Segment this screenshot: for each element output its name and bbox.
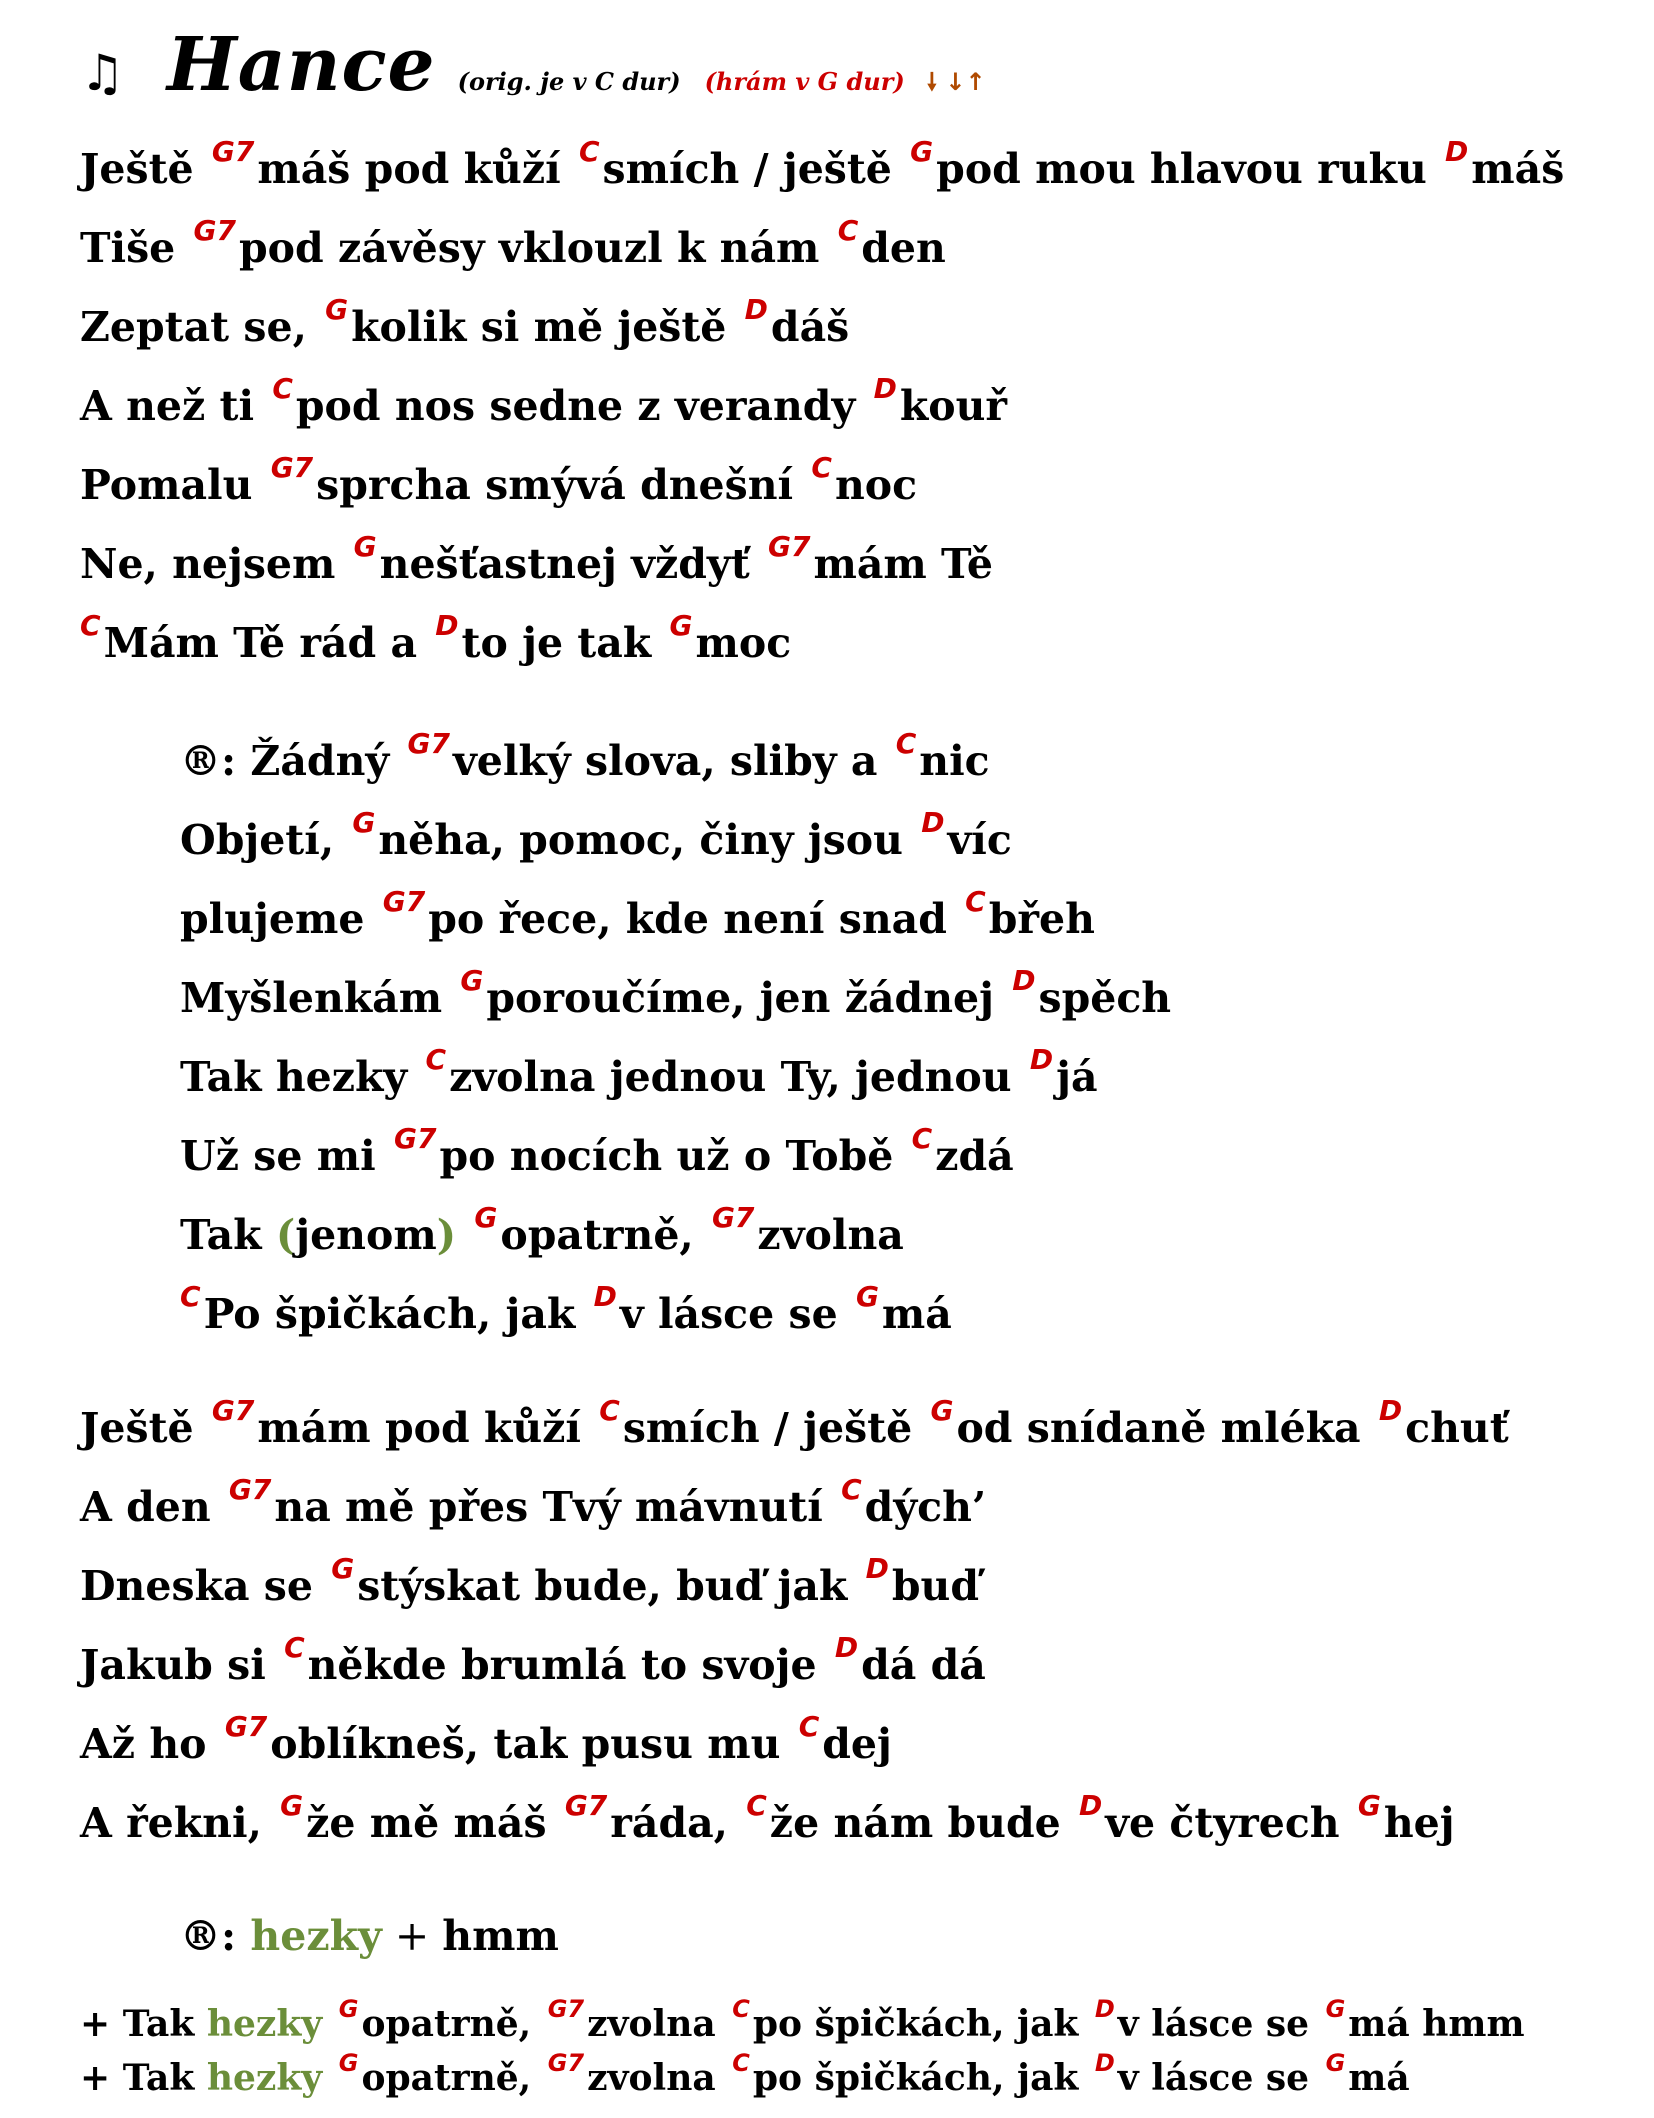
lyric: ráda,: [610, 1799, 743, 1847]
verse2-line5: [80, 1710, 892, 1768]
lyric: po špičkách, jak: [752, 2003, 1091, 2045]
lyric: sprcha smývá dnešní: [316, 461, 808, 509]
lyric: ®:: [180, 1912, 251, 1960]
chord: G: [855, 1280, 879, 1313]
lyric: máš: [1471, 145, 1565, 193]
lyric: Jakub si: [80, 1641, 281, 1689]
lyric: mám Tě: [813, 540, 993, 588]
lyric: zvolna: [587, 2003, 729, 2045]
chord: G7: [407, 727, 450, 760]
chorus-line7: [180, 1201, 904, 1259]
lyric: má: [1348, 2057, 1410, 2099]
lyric: den: [861, 224, 946, 272]
lyric: Zeptat se,: [80, 303, 322, 351]
lyric: pod mou hlavou ruku: [936, 145, 1442, 193]
verse2-line6: [80, 1789, 1455, 1847]
chord: G7: [767, 530, 811, 563]
lyric: dej: [822, 1720, 892, 1768]
lyric: Objetí,: [180, 816, 349, 864]
lyric: opatrně,: [361, 2003, 544, 2045]
chord: D: [921, 806, 945, 839]
lyric: Až ho: [80, 1720, 221, 1768]
chord: G7: [711, 1201, 755, 1234]
lyric: [322, 2057, 335, 2099]
chord: D: [1029, 1043, 1054, 1076]
lyric: plujeme: [180, 895, 379, 943]
verse2-line2: [80, 1473, 987, 1531]
lyric: ®: Žádný: [180, 737, 404, 785]
lyric: Tak hezky: [180, 1053, 422, 1101]
lyric: spěch: [1038, 974, 1172, 1022]
chorus-reference: [180, 1912, 559, 1960]
chord: G: [1325, 2049, 1346, 2077]
chord: D: [1012, 964, 1036, 997]
chord: C: [895, 727, 917, 760]
lyric: Myšlenkám: [180, 974, 457, 1022]
plus-sign: +: [381, 1912, 443, 1960]
verse1-line2: [80, 214, 946, 272]
chord: G7: [564, 1789, 608, 1822]
chord: D: [744, 293, 768, 326]
lyric: kouř: [899, 382, 1007, 430]
chord: G: [353, 530, 377, 563]
chord: D: [1378, 1394, 1403, 1427]
chord: G7: [382, 885, 426, 918]
chord: G7: [211, 135, 255, 168]
lyric: nic: [919, 737, 990, 785]
lyric: dých’: [864, 1483, 987, 1531]
chord: G: [338, 1995, 359, 2023]
lyric: Dneska se: [80, 1562, 328, 1610]
lyric: ve čtyrech: [1105, 1799, 1354, 1847]
chorus-line5: [180, 1043, 1098, 1101]
chord: G: [280, 1789, 304, 1822]
lyric: + Tak: [80, 2057, 207, 2099]
lyric: [322, 2003, 335, 2045]
lyric: máš pod kůží: [257, 145, 575, 193]
lyric: břeh: [988, 895, 1095, 943]
lyric: Ne, nejsem: [80, 540, 350, 588]
original-key: (orig. je v C dur): [457, 67, 681, 96]
chord: G: [669, 609, 693, 642]
lyric: víc: [947, 816, 1012, 864]
lyric: v lásce se: [1117, 2003, 1322, 2045]
chord: G7: [228, 1473, 272, 1506]
chord: G: [1357, 1789, 1381, 1822]
lyric: Pomalu: [80, 461, 267, 509]
chord: G7: [193, 214, 236, 247]
lyric: + Tak: [80, 2003, 207, 2045]
lyric: buď: [891, 1562, 980, 1610]
chord: G: [930, 1394, 954, 1427]
lyric: já: [1056, 1053, 1098, 1101]
lyric: nešťastnej vždyť: [379, 540, 764, 588]
chord: G: [338, 2049, 359, 2077]
lyric: zvolna jednou Ty, jednou: [449, 1053, 1026, 1101]
chorus-line3: [180, 885, 1095, 943]
chord: C: [732, 2049, 750, 2077]
lyric: Ještě: [80, 145, 208, 193]
chord: D: [593, 1280, 617, 1313]
lyric: Mám Tě rád a: [103, 619, 432, 667]
chorus-line6: [180, 1122, 1014, 1180]
chorus-line2: [180, 806, 1012, 864]
chord: C: [841, 1473, 862, 1506]
lyric: to je tak: [461, 619, 666, 667]
chord: D: [1094, 1995, 1115, 2023]
lyric: [456, 1211, 470, 1259]
lyric: zdá: [935, 1132, 1014, 1180]
lyric: po nocích už o Tobě: [439, 1132, 908, 1180]
lyric: Tiše: [80, 224, 190, 272]
lyric: po špičkách, jak: [752, 2057, 1091, 2099]
lyric: zvolna: [757, 1211, 904, 1259]
ending-line1: [80, 1995, 1525, 2045]
strum-arrows-icon: 🠗 ↓↑: [926, 68, 986, 96]
verse2-line1: [80, 1394, 1509, 1452]
lyric: jenom: [295, 1211, 437, 1259]
lyric: smích / ještě: [622, 1404, 927, 1452]
lyric: v lásce se: [619, 1290, 852, 1338]
chord: G: [352, 806, 376, 839]
lyric: opatrně,: [361, 2057, 544, 2099]
lyric: dá dá: [861, 1641, 986, 1689]
lyric: má: [881, 1290, 952, 1338]
chord: D: [1094, 2049, 1115, 2077]
music-note-icon: ♫: [80, 44, 125, 102]
chord: G7: [224, 1710, 268, 1743]
chord: G: [910, 135, 934, 168]
lyric: po řece, kde není snad: [428, 895, 962, 943]
chord: C: [425, 1043, 447, 1076]
lyric: smích / ještě: [602, 145, 907, 193]
chord: C: [811, 451, 832, 484]
chord: G: [460, 964, 484, 997]
chord: D: [873, 372, 897, 405]
highlight-word: hezky: [206, 2057, 323, 2099]
chord: D: [1078, 1789, 1103, 1822]
lyric: hej: [1383, 1799, 1455, 1847]
chord: D: [435, 609, 459, 642]
lyric: A den: [80, 1483, 225, 1531]
verse1-line1: [80, 135, 1565, 193]
chord: G7: [270, 451, 314, 484]
verse2-line3: [80, 1552, 980, 1610]
lyric: v lásce se: [1117, 2057, 1322, 2099]
chord: C: [578, 135, 600, 168]
lyric: má hmm: [1348, 2003, 1525, 2045]
chord: C: [746, 1789, 767, 1822]
chord: D: [865, 1552, 889, 1585]
paren-close: ): [436, 1211, 457, 1259]
lyric: stýskat bude, buď jak: [357, 1562, 862, 1610]
lyric: něha, pomoc, činy jsou: [378, 816, 918, 864]
lyric: Tak: [180, 1211, 276, 1259]
lyric: poroučíme, jen žádnej: [486, 974, 1009, 1022]
lyric: A než ti: [80, 382, 269, 430]
verse1-line3: [80, 293, 850, 351]
lyric: od snídaně mléka: [956, 1404, 1375, 1452]
lyric: zvolna: [587, 2057, 729, 2099]
chord: G: [1325, 1995, 1346, 2023]
lyric: velký slova, sliby a: [452, 737, 892, 785]
chord: G7: [211, 1394, 255, 1427]
lyric: někde brumlá to svoje: [307, 1641, 831, 1689]
chord: G: [331, 1552, 355, 1585]
verse2-line4: [80, 1631, 986, 1689]
chord: C: [272, 372, 293, 405]
lyric: že mě máš: [306, 1799, 561, 1847]
verse1-line4: [80, 372, 1007, 430]
header: [80, 22, 986, 108]
lyric: kolik si mě ještě: [351, 303, 741, 351]
lyric: že nám bude: [769, 1799, 1075, 1847]
chord: G: [325, 293, 349, 326]
highlight-word: hezky: [250, 1912, 382, 1960]
lyric: mám pod kůží: [257, 1404, 596, 1452]
lyric: opatrně,: [500, 1211, 708, 1259]
lyric: Ještě: [80, 1404, 208, 1452]
lyric: chuť: [1405, 1404, 1509, 1452]
chord: G7: [547, 1995, 585, 2023]
lyric: pod závěsy vklouzl k nám: [239, 224, 834, 272]
chord: C: [80, 609, 101, 642]
chord: C: [180, 1280, 201, 1313]
chord: G7: [547, 2049, 585, 2077]
paren-open: (: [275, 1211, 296, 1259]
chord: C: [732, 1995, 750, 2023]
lyric: hmm: [442, 1912, 559, 1960]
chord: C: [911, 1122, 933, 1155]
song-title: Hance: [166, 22, 436, 108]
lyric: dáš: [770, 303, 850, 351]
chord: G: [474, 1201, 498, 1234]
lyric: noc: [834, 461, 918, 509]
verse1-line5: [80, 451, 918, 509]
highlight-word: hezky: [206, 2003, 323, 2045]
lyric: Už se mi: [180, 1132, 390, 1180]
chord: C: [798, 1710, 820, 1743]
lyric: Po špičkách, jak: [203, 1290, 590, 1338]
ending-line2: [80, 2049, 1410, 2099]
lyric: na mě přes Tvý mávnutí: [274, 1483, 838, 1531]
chord: C: [965, 885, 986, 918]
chorus-line8: [180, 1280, 952, 1338]
chorus-line4: [180, 964, 1172, 1022]
chord: C: [837, 214, 859, 247]
chord: D: [1445, 135, 1469, 168]
chord: G7: [394, 1122, 437, 1155]
verse1-line6: [80, 530, 993, 588]
chord: C: [599, 1394, 620, 1427]
lyric: pod nos sedne z verandy: [295, 382, 870, 430]
lyric: oblíkneš, tak pusu mu: [270, 1720, 795, 1768]
lyric: moc: [695, 619, 792, 667]
chorus-line1: [180, 727, 990, 785]
played-key: (hrám v G dur): [704, 67, 905, 96]
lyric: A řekni,: [80, 1799, 277, 1847]
verse1-line7: [80, 609, 792, 667]
chord: C: [284, 1631, 305, 1664]
chord: D: [834, 1631, 859, 1664]
